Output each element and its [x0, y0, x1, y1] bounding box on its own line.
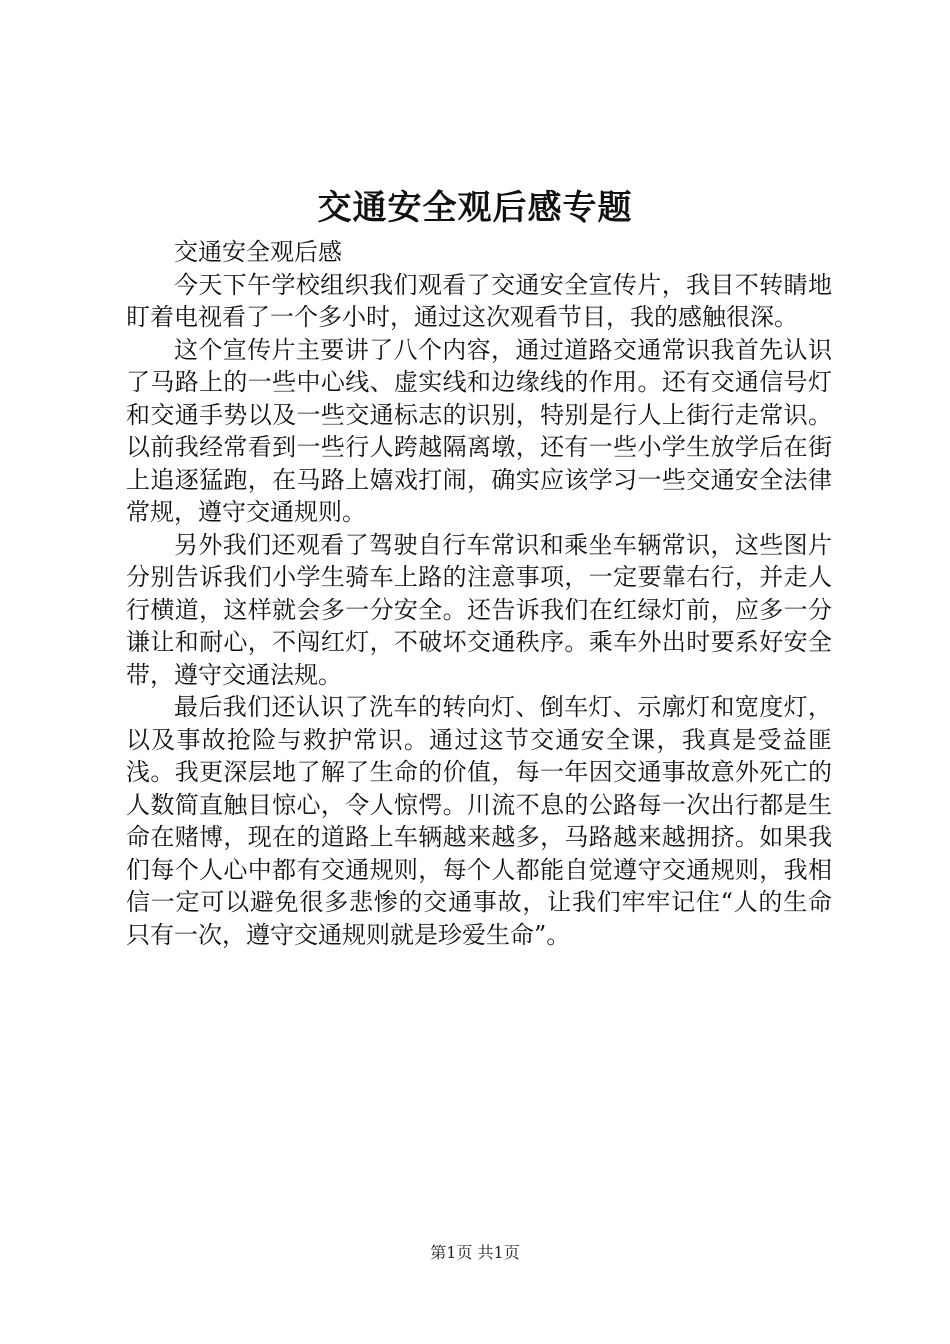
paragraph-4: 最后我们还认识了洗车的转向灯、倒车灯、示廓灯和宽度灯，以及事故抢险与救护常识。通过这节交通安全课，我真是受益匪浅。我更深层地了解了生命的价值，每一年因交通事故意外死亡的人数简直触目惊心，令人惊愕。川流不息的公路每一次出行都是生命在赌博，现在的道路上车辆越来越多，马路越来越拥挤。如果我们每个人心中都有交通规则，每个人都能自觉遵守交通规则，我相信一定可以避免很多悲惨的交通事故，让我们牢牢记住“人的生命只有一次，遵守交通规则就是珍爱生命”。 — [126, 693, 832, 949]
page-title: 交通安全观后感专题 — [317, 188, 633, 228]
document-subtitle: 交通安全观后感 — [174, 238, 342, 266]
document-body — [126, 236, 832, 951]
paragraph-1: 今天下午学校组织我们观看了交通安全宣传片，我目不转睛地盯着电视看了一个多小时，通过这次观看节目，我的感触很深。 — [126, 270, 832, 331]
paragraph-2: 这个宣传片主要讲了八个内容，通过道路交通常识我首先认识了马路上的一些中心线、虚实线和边缘线的作用。还有交通信号灯和交通手势以及一些交通标志的识别，特别是行人上街行走常识。以前我经常看到一些行人跨越隔离墩，还有一些小学生放学后在街上追逐猛跑，在马路上嬉戏打闹，确实应该学习一些交通安全法律常规，遵守交通规则。 — [126, 335, 832, 526]
page-number-footer: 第1页 共1页 — [430, 1243, 520, 1262]
paragraph-3: 另外我们还观看了驾驶自行车常识和乘坐车辆常识，这些图片分别告诉我们小学生骑车上路的注意事项，一定要靠右行，并走人行横道，这样就会多一分安全。还告诉我们在红绿灯前，应多一分谦让和耐心，不闯红灯，不破坏交通秩序。乘车外出时要系好安全带，遵守交通法规。 — [126, 530, 832, 689]
